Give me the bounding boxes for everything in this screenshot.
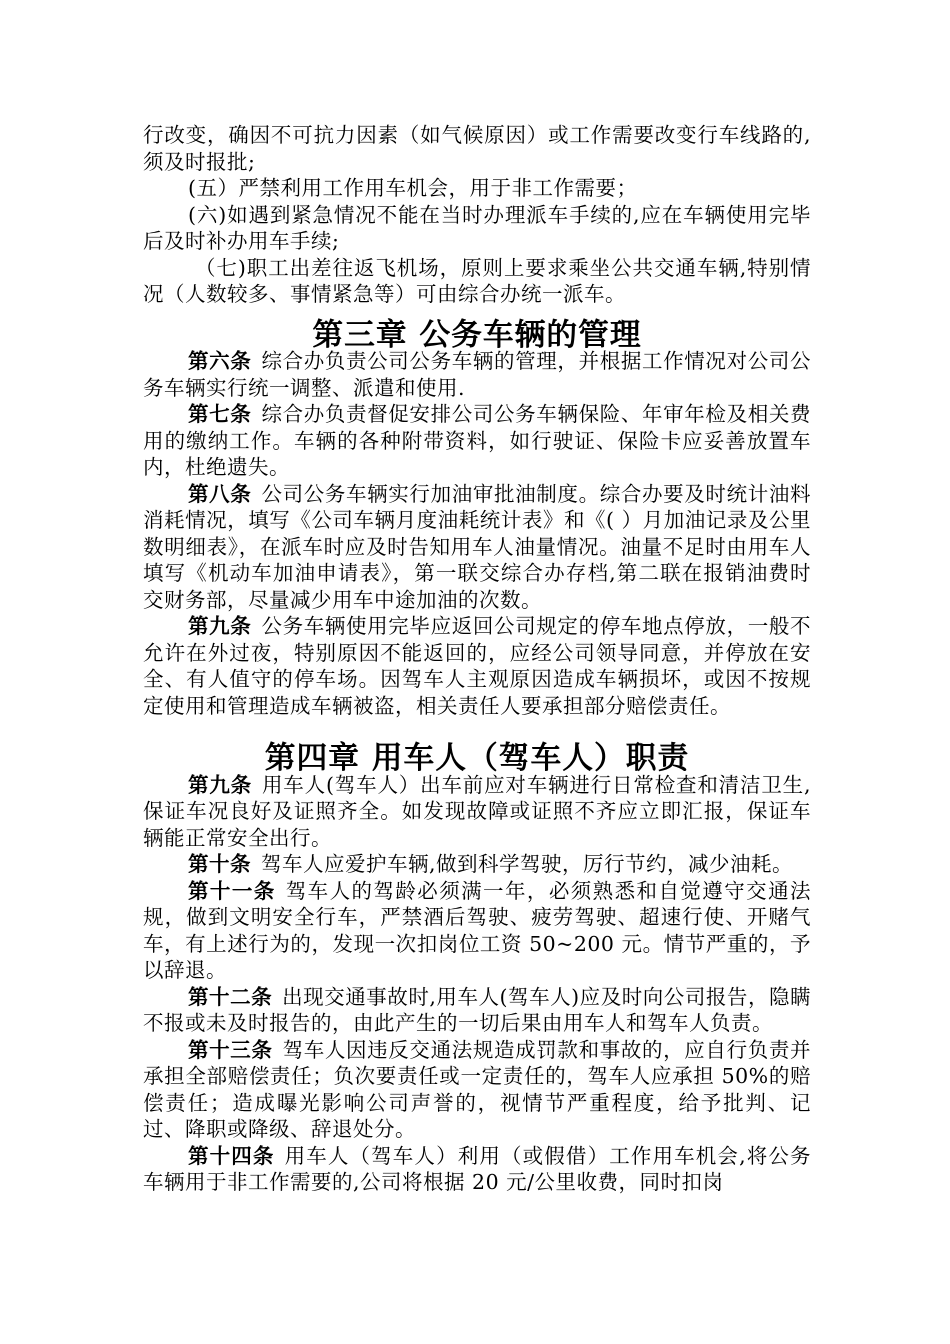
paragraph-item-7: （七)职工出差往返飞机场，原则上要求乘坐公共交通车辆,特别情况（人数较多、事情紧急等）可由综合办统一派车。 (143, 255, 811, 306)
article-text: 出现交通事故时,用车人(驾车人)应及时向公司报告，隐瞒不报或未及时报告的，由此产生的一切后果由用车人和驾车人负责。 (143, 984, 812, 1035)
article-10 (143, 851, 811, 878)
article-label: 第七条 (188, 402, 252, 426)
article-text: 综合办负责督促安排公司公务车辆保险、年审年检及相关费用的缴纳工作。车辆的各种附带资料，如行驶证、保险卡应妥善放置车内，杜绝遗失。 (143, 402, 812, 479)
article-text: 驾车人应爱护车辆,做到科学驾驶，厉行节约，减少油耗。 (261, 852, 794, 876)
article-label: 第十二条 (188, 984, 273, 1009)
article-label: 第八条 (188, 481, 252, 506)
article-label: 第十一条 (188, 878, 276, 903)
article-label: 第六条 (188, 349, 252, 373)
article-11 (143, 878, 811, 984)
article-8 (143, 481, 811, 614)
article-text: 驾车人因违反交通法规造成罚款和事故的，应自行负责并承担全部赔偿责任；负次要责任或一定责任的，驾车人应承担 50%的赔偿责任；造成曝光影响公司声誉的，视情节严重程度，给予批判、记过、降职或降级、辞退处分。 (143, 1037, 812, 1141)
article-text: 综合办负责公司公务车辆的管理，并根据工作情况对公司公务车辆实行统一调整、派遣和使用. (143, 349, 812, 400)
article-text: 用车人（驾车人）利用（或假借）工作用车机会,将公务车辆用于非工作需要的,公司将根据 20 元/公里收费，同时扣岗 (143, 1143, 812, 1194)
paragraph-item-5: (五）严禁利用工作用车机会，用于非工作需要； (188, 176, 638, 200)
article-text: 公务车辆使用完毕应返回公司规定的停车地点停放，一般不允许在外过夜，特别原因不能返回的，应经公司领导同意，并停放在安全、有人值守的停车场。因驾车人主观原因造成车辆损坏，或因不按规定使用和管理造成车辆被盗，相关责任人要承担部分赔偿责任。 (143, 614, 812, 718)
article-label: 第十四条 (188, 1143, 275, 1168)
paragraph-item-6: (六)如遇到紧急情况不能在当时办理派车手续的,应在车辆使用完毕后及时补办用车手续; (143, 202, 811, 253)
article-6 (143, 348, 811, 401)
chapter-3-title: 第三章 公务车辆的管理 (312, 316, 642, 353)
article-12 (143, 984, 811, 1037)
chapter-4-title: 第四章 用车人（驾车人）职责 (264, 740, 690, 776)
article-label: 第九条 (188, 772, 252, 797)
document-page (143, 122, 811, 1196)
article-9-duty (143, 772, 811, 852)
article-14 (143, 1143, 811, 1196)
article-label: 第九条 (188, 614, 252, 638)
article-7 (143, 401, 811, 481)
article-text: 用车人(驾车人）出车前应对车辆进行日常检查和清洁卫生,保证车况良好及证照齐全。如发现故障或证照不齐应立即汇报，保证车辆能正常安全出行。 (143, 772, 812, 850)
article-13 (143, 1037, 811, 1143)
article-label: 第十三条 (188, 1037, 273, 1062)
article-text: 公司公务车辆实行加油审批油制度。综合办要及时统计油料消耗情况，填写《公司车辆月度油耗统计表》和《( ）月加油记录及公里数明细表》，在派车时应及时告知用车人油量情况。油量不足时由用车人填写《机动车加油申请表》，第一联交综合办存档,第二联在报销油费时交财务部，尽量减少用车中途加油的次数。 (143, 481, 812, 612)
article-text: 驾车人的驾龄必须满一年，必须熟悉和自觉遵守交通法规，做到文明安全行车，严禁酒后驾驶、疲劳驾驶、超速行使、开赌气车，有上述行为的，发现一次扣岗位工资 50~200 元。情节严重的，予以辞退。 (143, 878, 812, 982)
article-label: 第十条 (188, 852, 251, 876)
article-9 (143, 613, 811, 719)
paragraph-continuation: 行改变，确因不可抗力因素（如气候原因）或工作需要改变行车线路的,须及时报批; (143, 123, 811, 174)
